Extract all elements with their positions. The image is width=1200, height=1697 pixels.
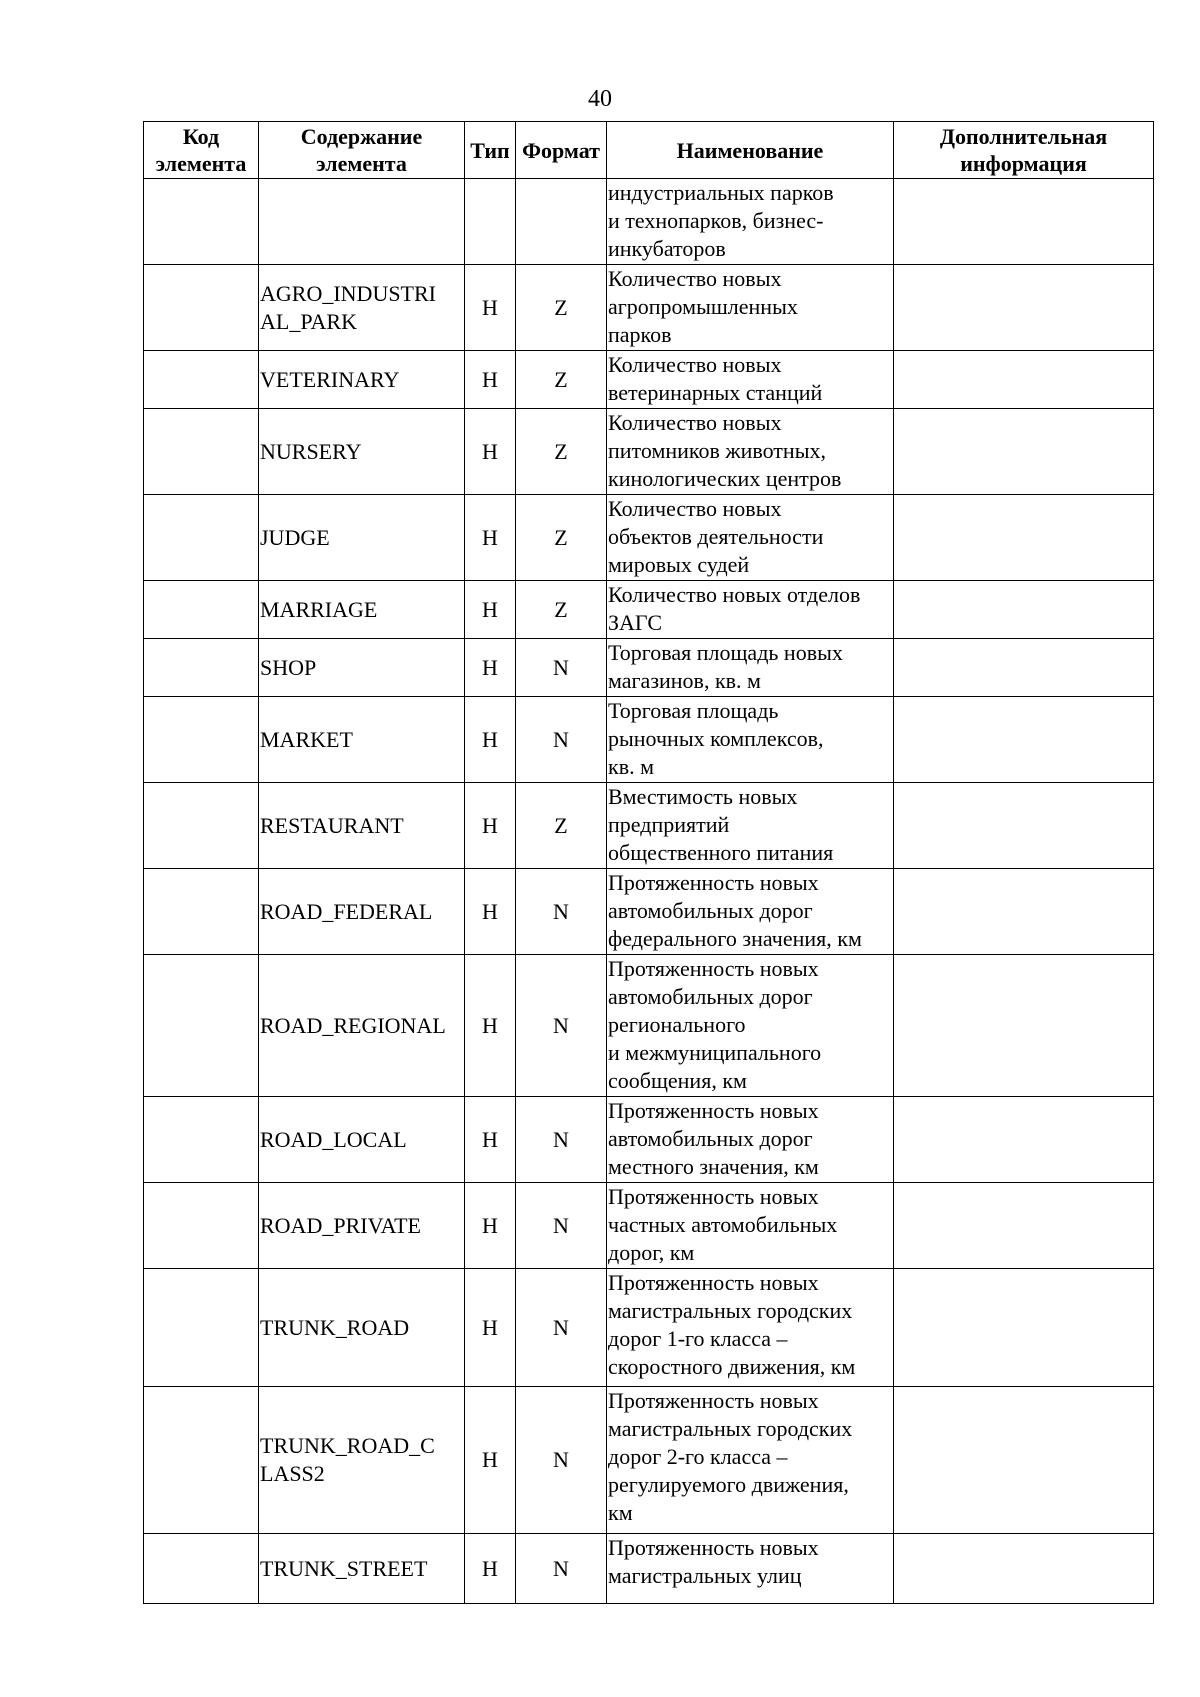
header-code: Код элемента [144, 122, 259, 179]
cell-info [894, 581, 1154, 639]
cell-type: Н [465, 639, 516, 697]
cell-info [894, 1534, 1154, 1604]
cell-format: N [516, 869, 607, 955]
cell-format: Z [516, 581, 607, 639]
cell-code [144, 697, 259, 783]
cell-type: Н [465, 581, 516, 639]
cell-code [144, 1097, 259, 1183]
cell-code [144, 1534, 259, 1604]
cell-content: ROAD_FEDERAL [259, 869, 465, 955]
cell-content: TRUNK_STREET [259, 1534, 465, 1604]
cell-format: N [516, 1534, 607, 1604]
cell-type: Н [465, 783, 516, 869]
cell-type: Н [465, 495, 516, 581]
cell-format: Z [516, 265, 607, 351]
cell-content: VETERINARY [259, 351, 465, 409]
cell-type: Н [465, 869, 516, 955]
cell-code [144, 265, 259, 351]
cell-info [894, 869, 1154, 955]
cell-code [144, 1269, 259, 1387]
cell-code [144, 351, 259, 409]
cell-type: Н [465, 1269, 516, 1387]
cell-format: N [516, 955, 607, 1097]
cell-format: N [516, 697, 607, 783]
table-row [144, 639, 1154, 697]
cell-format [516, 179, 607, 265]
cell-info [894, 697, 1154, 783]
cell-content: ROAD_REGIONAL [259, 955, 465, 1097]
cell-format: N [516, 1097, 607, 1183]
cell-type: Н [465, 1183, 516, 1269]
cell-type: Н [465, 955, 516, 1097]
cell-code [144, 1387, 259, 1534]
table-row [144, 1269, 1154, 1387]
cell-code [144, 869, 259, 955]
cell-name: Количество новых отделов ЗАГС [607, 581, 894, 639]
cell-name: Торговая площадь новых магазинов, кв. м [607, 639, 894, 697]
header-format: Формат [516, 122, 607, 179]
table-row [144, 1097, 1154, 1183]
cell-type: Н [465, 409, 516, 495]
cell-content: JUDGE [259, 495, 465, 581]
table-row [144, 697, 1154, 783]
cell-name: Протяженность новых автомобильных дорог регионального и межмуниципального сообщения, км [607, 955, 894, 1097]
cell-content: ROAD_LOCAL [259, 1097, 465, 1183]
cell-name: Вместимость новых предприятий общественного питания [607, 783, 894, 869]
table-row [144, 581, 1154, 639]
cell-info [894, 495, 1154, 581]
cell-content [259, 179, 465, 265]
cell-content: ROAD_PRIVATE [259, 1183, 465, 1269]
cell-format: Z [516, 495, 607, 581]
table-row [144, 409, 1154, 495]
cell-name: индустриальных парков и технопарков, бизнес- инкубаторов [607, 179, 894, 265]
cell-format: N [516, 639, 607, 697]
cell-info [894, 1387, 1154, 1534]
table-row [144, 869, 1154, 955]
cell-code [144, 179, 259, 265]
cell-code [144, 783, 259, 869]
table-row [144, 265, 1154, 351]
page-number: 40 [588, 86, 612, 112]
cell-format: N [516, 1269, 607, 1387]
cell-info [894, 955, 1154, 1097]
cell-name: Протяженность новых автомобильных дорог местного значения, км [607, 1097, 894, 1183]
header-content: Содержание элемента [259, 122, 465, 179]
header-info: Дополнительная информация [894, 122, 1154, 179]
table-row [144, 1534, 1154, 1604]
cell-name: Количество новых ветеринарных станций [607, 351, 894, 409]
cell-name: Протяженность новых частных автомобильных дорог, км [607, 1183, 894, 1269]
table-row [144, 783, 1154, 869]
cell-type: Н [465, 697, 516, 783]
cell-code [144, 495, 259, 581]
cell-info [894, 265, 1154, 351]
cell-name: Количество новых объектов деятельности мировых судей [607, 495, 894, 581]
cell-content: SHOP [259, 639, 465, 697]
header-name: Наименование [607, 122, 894, 179]
cell-format: Z [516, 783, 607, 869]
cell-info [894, 639, 1154, 697]
cell-name: Протяженность новых автомобильных дорог федерального значения, км [607, 869, 894, 955]
cell-name: Протяженность новых магистральных улиц [607, 1534, 894, 1604]
cell-format: Z [516, 351, 607, 409]
table-row [144, 1183, 1154, 1269]
cell-format: N [516, 1183, 607, 1269]
cell-code [144, 581, 259, 639]
cell-content: TRUNK_ROAD_C LASS2 [259, 1387, 465, 1534]
cell-info [894, 351, 1154, 409]
cell-content: AGRO_INDUSTRI AL_PARK [259, 265, 465, 351]
cell-type: Н [465, 265, 516, 351]
header-type: Тип [465, 122, 516, 179]
cell-code [144, 1183, 259, 1269]
cell-info [894, 179, 1154, 265]
table-row [144, 351, 1154, 409]
cell-content: MARRIAGE [259, 581, 465, 639]
cell-name: Количество новых питомников животных, кинологических центров [607, 409, 894, 495]
cell-code [144, 639, 259, 697]
cell-format: N [516, 1387, 607, 1534]
table-row [144, 179, 1154, 265]
cell-content: TRUNK_ROAD [259, 1269, 465, 1387]
elements-table [143, 121, 1154, 1604]
cell-type: Н [465, 1387, 516, 1534]
cell-content: NURSERY [259, 409, 465, 495]
table-header-row [144, 122, 1154, 179]
cell-format: Z [516, 409, 607, 495]
cell-name: Протяженность новых магистральных городских дорог 2-го класса – регулируемого движения, км [607, 1387, 894, 1534]
table-row [144, 1387, 1154, 1534]
cell-type: Н [465, 1097, 516, 1183]
cell-info [894, 1183, 1154, 1269]
cell-name: Количество новых агропромышленных парков [607, 265, 894, 351]
table-row [144, 955, 1154, 1097]
cell-content: RESTAURANT [259, 783, 465, 869]
table-body [144, 179, 1154, 1604]
cell-content: MARKET [259, 697, 465, 783]
cell-name: Протяженность новых магистральных городских дорог 1-го класса – скоростного движения, км [607, 1269, 894, 1387]
table-row [144, 495, 1154, 581]
cell-info [894, 1269, 1154, 1387]
cell-info [894, 783, 1154, 869]
cell-type: Н [465, 1534, 516, 1604]
cell-type [465, 179, 516, 265]
cell-info [894, 409, 1154, 495]
cell-type: Н [465, 351, 516, 409]
cell-name: Торговая площадь рыночных комплексов, кв. м [607, 697, 894, 783]
cell-info [894, 1097, 1154, 1183]
cell-code [144, 409, 259, 495]
cell-code [144, 955, 259, 1097]
